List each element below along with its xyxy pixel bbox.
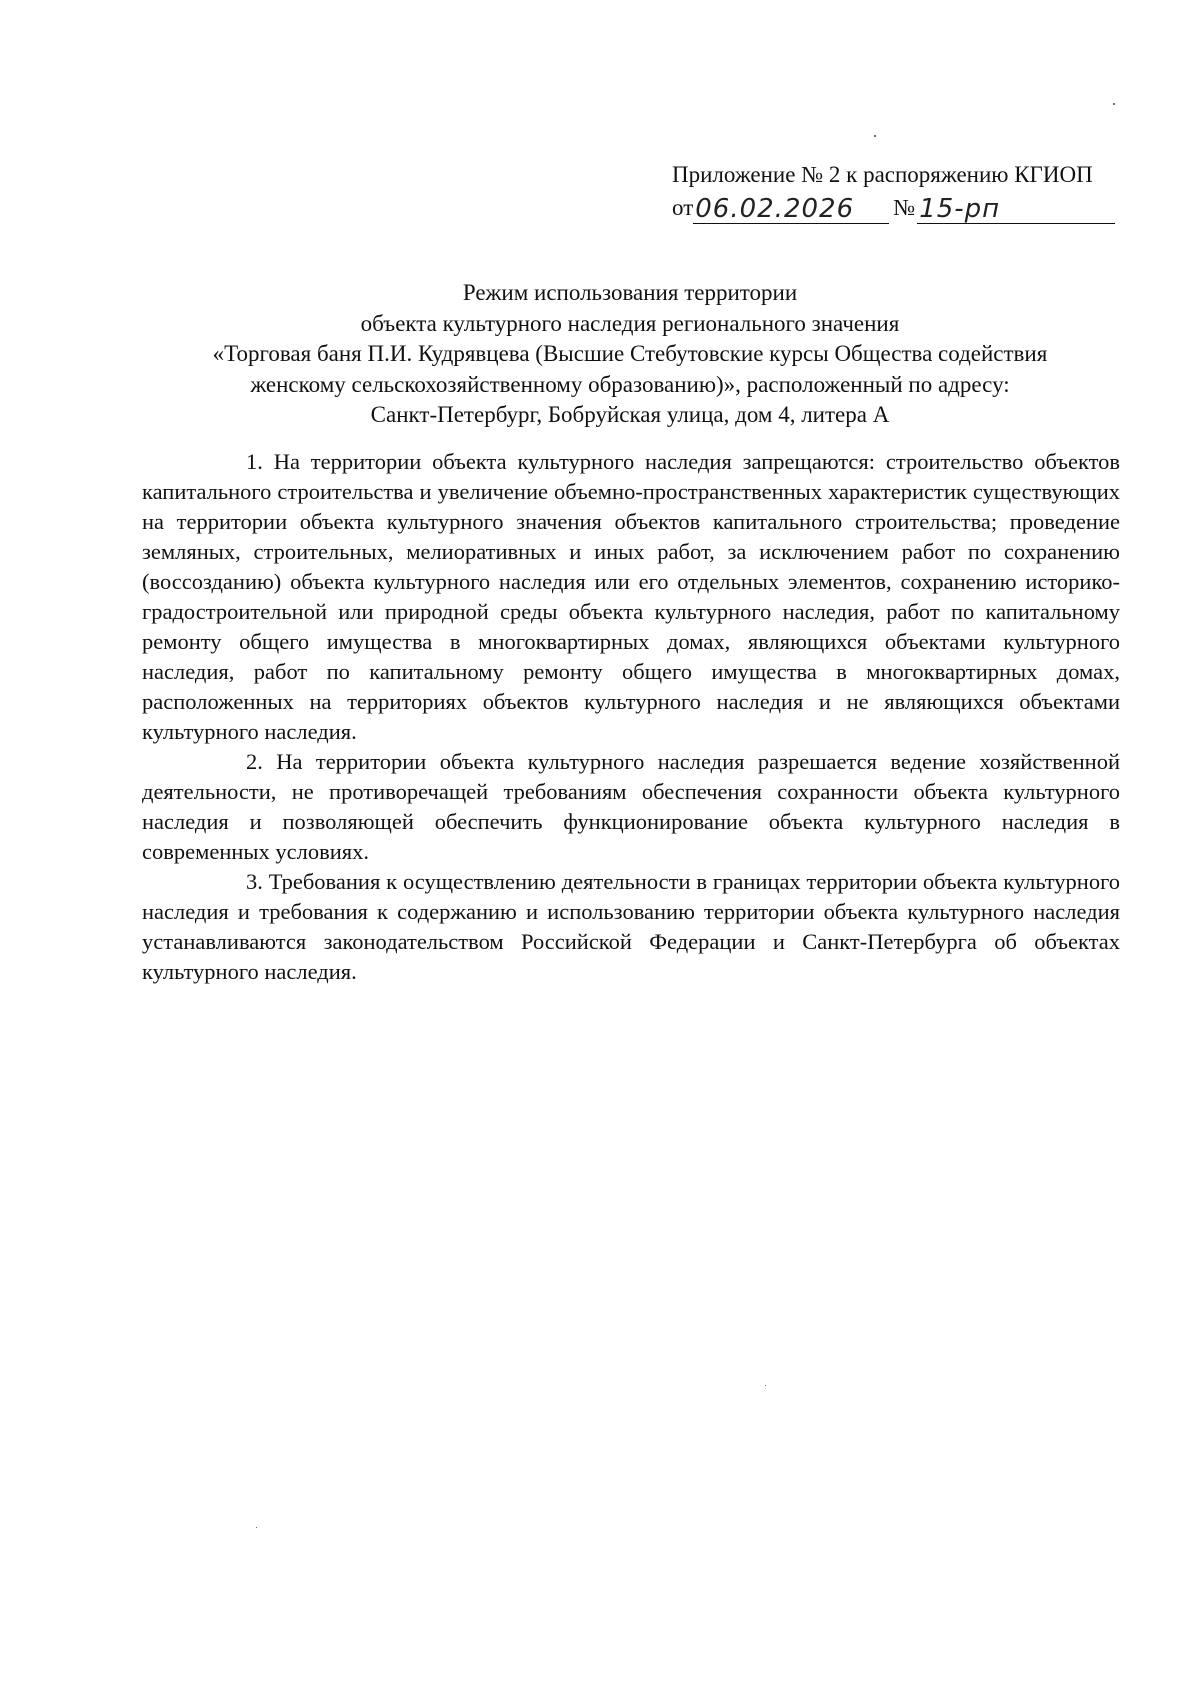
title-line: женскому сельскохозяйственному образованию)», расположенный по адресу: [250, 371, 1010, 397]
appendix-reference: Приложение № 2 к распоряжению КГИОП [672, 162, 1093, 187]
title-line: объекта культурного наследия регионального значения [360, 310, 900, 336]
handwritten-number: 15-рп [917, 195, 1115, 224]
scan-speck [765, 1385, 766, 1386]
number-sign: № [893, 195, 916, 220]
document-body [142, 447, 1120, 987]
paragraph-3: 3. Требования к осуществлению деятельности в границах территории объекта культурного наследия и требования к содержанию и использованию территории объекта культурного наследия устанавливаются законодательством Российской Федерации и Санкт-Петербурга об объектах культурного наследия. [142, 869, 1120, 984]
date-prefix: от [672, 195, 694, 220]
title-line: «Торговая баня П.И. Кудрявцева (Высшие Стебутовские курсы Общества содействия [212, 341, 1048, 366]
title-line: Режим использования территории [462, 280, 798, 305]
scan-speck [874, 135, 876, 137]
scan-speck [1113, 103, 1115, 105]
appendix-date-number [672, 191, 1132, 224]
scan-speck [256, 1527, 257, 1528]
title-line: Санкт-Петербург, Бобруйская улица, дом 4, литера А [370, 402, 890, 427]
appendix-header [672, 158, 1132, 224]
handwritten-date: 06.02.2026 [693, 195, 889, 224]
paragraph-2: 2. На территории объекта культурного наследия разрешается ведение хозяйственной деятельности, не противоречащей требованиям обеспечения сохранности объекта культурного наследия и позволяющей обеспечить функционирование объекта культурного наследия в современных условиях. [142, 749, 1120, 864]
document-title [140, 278, 1120, 431]
paragraph-1: 1. На территории объекта культурного наследия запрещаются: строительство объектов капитального строительства и увеличение объемно-пространственных характеристик существующих на территории объекта культурного значения объектов капитального строительства; проведение земляных, строительных, мелиоративных и иных работ, за исключением работ по сохранению (воссозданию) объекта культурного наследия или его отдельных элементов, сохранению историко-градостроительной или природной среды объекта культурного наследия, работ по капитальному ремонту общего имущества в многоквартирных домах, являющихся объектами культурного наследия, работ по капитальному ремонту общего имущества в многоквартирных домах, расположенных на территориях объектов культурного наследия и не являющихся объектами культурного наследия. [142, 449, 1120, 744]
